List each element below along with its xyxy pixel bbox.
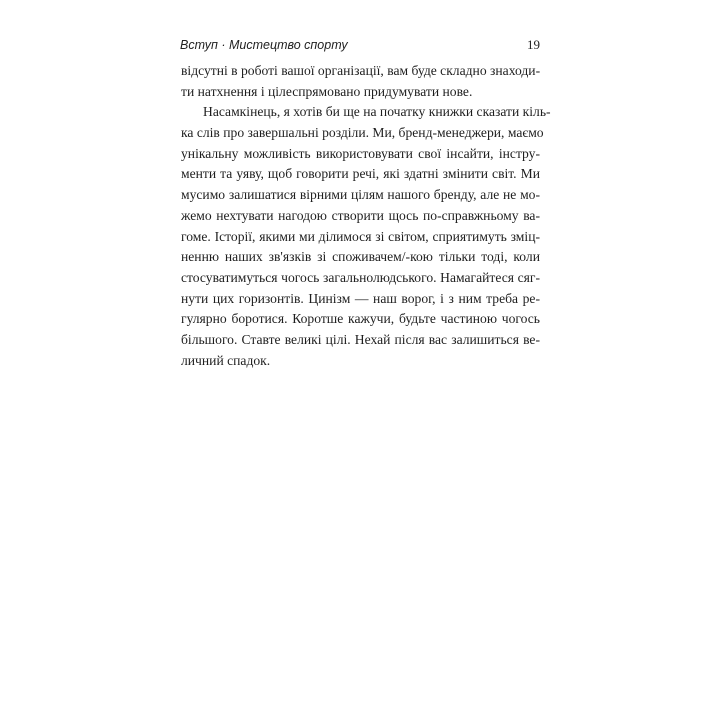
paragraph [181, 102, 551, 371]
running-head-title: Вступ · Мистецтво спорту [180, 38, 348, 52]
text-line: стосуватимуться чогось загальнолюдського. Намагайтеся сяг- [181, 269, 540, 285]
text-line: менти та уяву, щоб говорити речі, які здатні змінити світ. Ми [181, 166, 540, 182]
text-line: гоме. Історії, якими ми ділимося зі світом, сприятимуть зміц- [181, 228, 540, 244]
text-line: Насамкінець, я хотів би ще на початку книжки сказати кіль- [203, 104, 551, 120]
text-line: личний спадок. [181, 352, 271, 368]
text-line: ненню наших зв'язків зі споживачем/-кою тільки тоді, коли [181, 249, 540, 265]
text-line: відсутні в роботі вашої організації, вам буде складно знаходи- [181, 63, 541, 78]
text-line: більшого. Ставте великі цілі. Нехай після вас залишиться ве- [181, 331, 540, 347]
body-text [181, 61, 551, 371]
text-line: ти натхнення і цілеспрямовано придумувати нове. [181, 83, 473, 99]
text-line: мусимо залишатися вірними цілям нашого бренду, але не мо- [181, 187, 540, 203]
paragraph [181, 61, 540, 102]
text-line: унікальну можливість використовувати свої інсайти, інстру- [181, 145, 540, 161]
text-line: гулярно боротися. Коротше кажучи, будьте частиною чогось [181, 311, 540, 327]
text-line: жемо нехтувати нагодою створити щось по-справжньому ва- [181, 207, 540, 223]
text-line: ка слів про завершальні розділи. Ми, бренд-менеджери, маємо [181, 125, 544, 141]
text-line: нути цих горизонтів. Цинізм — наш ворог, і з ним треба ре- [181, 290, 540, 306]
page-number: 19 [527, 37, 540, 52]
